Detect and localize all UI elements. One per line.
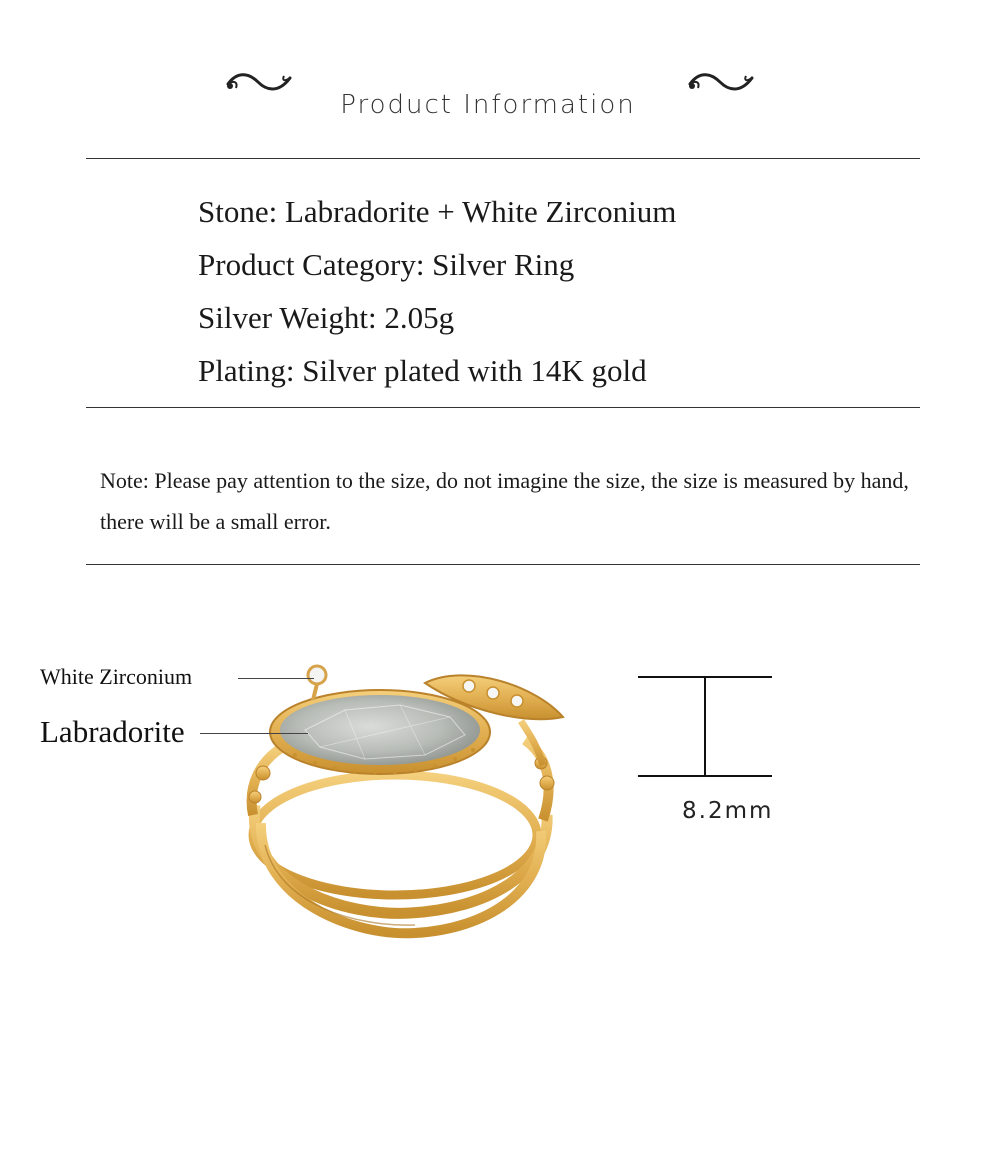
label-labradorite: Labradorite [40, 714, 185, 749]
spec-category: Product Category: Silver Ring [198, 247, 575, 282]
ring-illustration [225, 655, 580, 950]
divider-middle [86, 407, 920, 408]
leader-line-labradorite [200, 733, 308, 734]
divider-bottom [86, 564, 920, 565]
size-note: Note: Please pay attention to the size, do not imagine the size, the size is measured by hand, there will be a small error. [100, 468, 909, 534]
page-title: Product Information [340, 90, 636, 120]
spec-stone: Stone: Labradorite + White Zirconium [198, 194, 677, 229]
leader-line-zirconium [238, 678, 314, 679]
measurement-value: 8.2mm [682, 798, 774, 824]
label-white-zirconium: White Zirconium [40, 664, 193, 689]
spec-plating: Plating: Silver plated with 14K gold [198, 353, 647, 388]
measure-vertical-line [704, 677, 706, 776]
divider-top [86, 158, 920, 159]
spec-weight: Silver Weight: 2.05g [198, 300, 455, 335]
measure-bottom-line [638, 775, 772, 777]
